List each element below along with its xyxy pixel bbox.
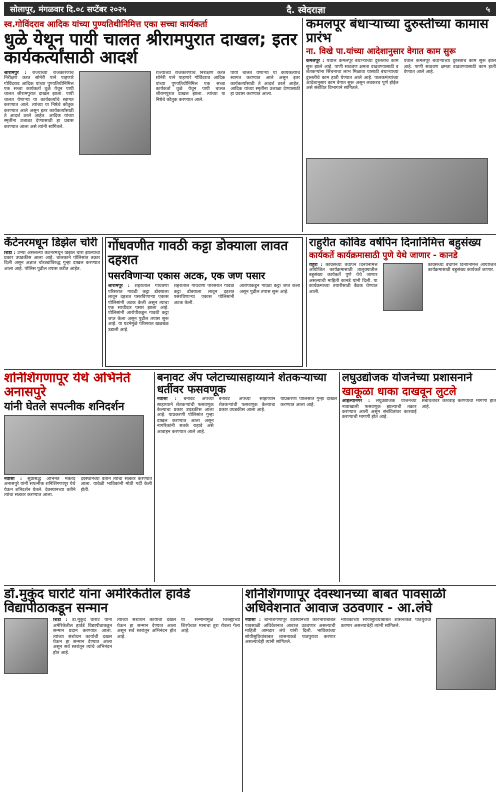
actor-darshan-photo bbox=[4, 415, 144, 475]
story-fake-app bbox=[157, 372, 337, 582]
column-divider bbox=[306, 237, 307, 367]
story-rahuri bbox=[309, 237, 496, 367]
story-column bbox=[53, 618, 112, 786]
story-shriramapur bbox=[4, 18, 300, 232]
story-body: लघुउद्योजक योजनेच्या नावाखाली फसवणूक झाल्याची तक्रार करण्यात आली असून संबंधितांवर कारवाई करण्याची मागणी होत आहे. bbox=[342, 399, 417, 421]
story-body: डॉ.मुकुंद घारोटे यांना अमेरिकेतील हार्वर्ड विद्यापीठाकडून सन्मान प्रदान करण्यात आला. त्यांच्या संशोधन कार्याची दखल घेऊन हा सन्मान देण्यात आला असून सर्व स्तरांतून त्यांचे अभिनंदन होत आहे. bbox=[53, 618, 112, 656]
section-divider bbox=[4, 369, 496, 370]
story-column: त्यांच्या संशोधन कार्याची दखल घेऊन हा सन्मान देण्यात आला असून सर्व स्तरांतून अभिनंदन होत आहे. bbox=[117, 618, 176, 640]
story-body: राज्याच्या राजकारणाचे निरीक्षण करत सोनेरी पाने पाहणारे गोविंदराव आदिक यांच्या पुण्यतिथीनिमित्त एक सच्चा कार्यकर्ता धुळे येथून पायी चालत श्रीरामपुरात दाखल झाला. पायी चालत येणाऱ्या या कार्यकर्त्याचे स्वागत करण्यात आले. त्यांच्या या निष्ठेचे कौतुक करण्यात आले असून इतर कार्यकर्त्यांसाठी ते आदर्श ठरले आहेत. आदिक यांच्या स्मृतींना उजाळा देण्यासाठी हा प्रवास करण्यात आला असे त्यांनी सांगितले. bbox=[4, 70, 74, 130]
story-dateline: नेवासा : bbox=[4, 476, 22, 482]
story-dateline: शिर्डी : bbox=[53, 618, 68, 624]
story-column: काँग्रेसच्या वर्धापन दिनानिमित्त आयोजित कार्यक्रमासाठी बहुसंख्य कार्यकर्ते जाणार. bbox=[427, 262, 496, 273]
story-headline: बनावट ॲप प्लेटाच्यासहाय्याने शेतकऱ्याच्या धर्तीवर फसवणूक bbox=[157, 372, 327, 396]
story-dateline: राहुरी : bbox=[309, 262, 323, 268]
column-divider bbox=[339, 372, 340, 582]
story-body: शहरातील गोंधवणी परिसरात गावठी कट्टा डोक्याला लावून दहशत पसरविणाऱ्या एकास पोलिसांनी अटक केली असून त्याचा एक साथीदार पसार झाला आहे. पोलिसांनी आरोपीकडून गावठी कट्टा जप्त केला असून पुढील तपास सुरू आहे. या घटनेमुळे परिसरात खळबळ उडाली आहे. bbox=[108, 284, 169, 333]
mla-portrait bbox=[436, 618, 496, 690]
story-column bbox=[157, 397, 214, 582]
story-column: राज्याच्या राजकारणाचे निरीक्षण करत सोनेरी पाने पाहणारे गोविंदराव आदिक यांच्या पुण्यतिथीनिमित्त एक सच्चा कार्यकर्ता धुळे येथून पायी चालत श्रीरामपुरात दाखल झाला. त्यांच्या या निष्ठेचे कौतुक करण्यात आले. bbox=[155, 70, 226, 103]
dam-repair-photo bbox=[306, 158, 488, 224]
column-divider bbox=[102, 237, 103, 367]
story-column: याप्रकरणी पोलिसांत गुन्हा दाखल करण्यात आला आहे. bbox=[280, 397, 337, 408]
story-kamalpur bbox=[306, 18, 496, 232]
story-dateline: नेवासा : bbox=[157, 397, 177, 403]
story-anaspure bbox=[4, 372, 152, 582]
story-column bbox=[309, 263, 378, 359]
story-body: येथील कमलपूर बंधाऱ्याच्या दुरुस्तीचे काम सुरू झाले आहे. पाणी साठवण क्षमता वाढवण्यासाठी व शेतकऱ्यांना सिंचनाचा लाभ मिळावा यासाठी बंधाऱ्याच्या दुरुस्तीचे काम हाती घेण्यात आले आहे. पालकमंत्र्यांच्या आदेशानुसार काम वेगात सुरू असून लवकरच पूर्ण होईल असे संबंधित विभागाने सांगितले. bbox=[306, 59, 399, 92]
column-divider bbox=[242, 588, 243, 792]
story-column: पायी चालत येणाऱ्या या कार्यकर्त्याचे स्वागत करण्यात आले असून इतर कार्यकर्त्यांसाठी ते आदर्श ठरले आहेत. आदिक यांच्या स्मृतींना उजाळा देण्यासाठी हा प्रवास करण्यात आला. bbox=[230, 70, 300, 98]
story-column: या सन्मानामुळे जिल्ह्याच्या शिरपेचात मानाचा तुरा रोवला गेला आहे. bbox=[181, 618, 240, 635]
story-headline: लघुउद्योजक योजनेच्या प्रशासनाने bbox=[342, 372, 473, 384]
story-dateline: श्रीरामपूर : bbox=[108, 284, 130, 290]
story-column bbox=[4, 477, 76, 582]
story-subheadline: पसरविणाऱ्या एकास अटक, एक जण पसार bbox=[108, 271, 266, 283]
column-divider bbox=[154, 372, 155, 582]
story-headline: शनिशिंगणापूर येथे अभिनेते अनासपुरे bbox=[4, 372, 131, 400]
story-dateline: नेवासा : bbox=[245, 618, 261, 624]
story-column bbox=[4, 251, 100, 361]
story-column: शहरातील गोंधवणी परिसरात गावठी कट्टा डोक्याला लावून दहशत पसरविणाऱ्या एकास पोलिसांनी अटक केली. bbox=[173, 284, 235, 306]
story-dateline: शिर्डी : bbox=[4, 250, 16, 256]
story-body: सुप्रसिद्ध अभिनेते मकरंद अनासपुरे यांनी सपत्नीक शनिशिंगणापूर येथे येऊन शनिदर्शन घेतले. देवस्थानच्या वतीने त्यांचा सत्कार करण्यात आला. bbox=[4, 476, 76, 499]
story-body: उभ्या असलेल्या कँटेनरमधून डिझेल चोरी झाल्याचा प्रकार उघडकीस आला आहे. चालकाने पोलिसांत तक्रार दिली असून अज्ञात चोरट्यांविरुद्ध गुन्हा दाखल करण्यात आला आहे. पोलिस पुढील तपास करीत आहेत. bbox=[4, 250, 100, 272]
story-subheadline: खाकूळा धाका दाखवून लुटले bbox=[342, 384, 457, 398]
story-gondhavani bbox=[105, 237, 303, 367]
dr-gharote-portrait bbox=[4, 618, 48, 674]
story-headline: शनिशिंगणापूर देवस्थानच्या बाबत पावसाळी अधिवेशनात आवाज उठवणार - आ.लंघे bbox=[245, 588, 446, 616]
story-diesel-theft bbox=[4, 237, 100, 367]
story-column: भाविकांच्या सोयीसुविधांबाबत शासनाकडे पाठपुरावा करणार असल्याचेही त्यांनी सांगितले. bbox=[340, 618, 431, 629]
story-column: बनावट ॲपच्या साहाय्याने शेतकऱ्यांची फसवणूक केल्याचा प्रकार उघडकीस आला आहे. bbox=[218, 397, 276, 413]
page-number: ५ bbox=[485, 4, 490, 14]
story-subheadline: कार्यकर्ते कार्यक्रमासाठी पुणे येथे जाणार - कानडे bbox=[309, 250, 458, 261]
story-headline: कँटेनरमधून डिझेल चोरी bbox=[4, 237, 98, 249]
kanade-portrait bbox=[383, 263, 423, 311]
story-small-business bbox=[342, 372, 496, 582]
story-body: बनावट ॲपच्या साहाय्याने शेतकऱ्यांची फसवणूक केल्याचा प्रकार उघडकीस आला आहे. याप्रकरणी पोलिसांत गुन्हा दाखल करण्यात आला असून नागरिकांनी सतर्क राहावे असे आवाहन करण्यात आले आहे. bbox=[157, 397, 214, 435]
story-column bbox=[108, 284, 169, 367]
masthead-title: दै. स्वेदराज्ञा bbox=[286, 5, 326, 16]
story-dateline: श्रीरामपुर : bbox=[4, 70, 27, 76]
story-body: काँग्रेसच्या वर्धापन दिनानिमित्त आयोजित कार्यक्रमासाठी तालुक्यातील बहुसंख्य कार्यकर्ते पुणे येथे जाणार असल्याची माहिती कानडे यांनी दिली. या कार्यक्रमाच्या तयारीसाठी बैठक घेण्यात आली. bbox=[309, 262, 378, 295]
story-headline: कमलपूर बंधाऱ्याच्या दुरुस्तीच्या कामास प्रारंभ bbox=[306, 18, 489, 46]
masthead bbox=[4, 2, 496, 16]
story-column: देवस्थानच्या वतीने त्यांचा सत्कार करण्यात आला. यावेळी भाविकांनी मोठी गर्दी केली होती. bbox=[80, 476, 152, 493]
section-divider bbox=[4, 585, 496, 586]
story-headline: धुळे येथून पायी चालत श्रीरामपुरात दाखल; इतर कार्यकर्त्यांसाठी आदर्श bbox=[4, 30, 298, 68]
story-column bbox=[4, 71, 74, 232]
story-headline: गोंधवणीत गावठी कट्टा डोक्याला लावत दहशत bbox=[108, 239, 288, 268]
story-subheadline: यांनी घेतले सपत्नीक शनिदर्शन bbox=[4, 400, 125, 414]
story-headline: राहुरीत कोविड वर्षपिन दिनानिमित्त बहुसंख्य bbox=[309, 237, 481, 249]
masthead-date: सोलापूर, मंगळवार दि.०८ सप्टेंबर २०२५ bbox=[10, 4, 127, 14]
story-subheadline: ना. विखे पा.यांच्या आदेशानुसार वेगात काम सुरू bbox=[306, 47, 456, 58]
story-body: शनिशिंगणापूर देवस्थानच्या कारभाराबाबत पावसाळी अधिवेशनात आवाज उठवणार असल्याची माहिती आमदार लंघे यांनी दिली. भाविकांच्या सोयीसुविधांबाबत शासनाकडे पाठपुरावा करणार असल्याचेही त्यांनी सांगितले. bbox=[245, 618, 336, 645]
story-column: आरोपीकडून गावठी कट्टा जप्त केला असून पुढील तपास सुरू आहे. bbox=[239, 284, 301, 295]
walking-activist-photo bbox=[79, 71, 151, 155]
story-headline: डॉ.मुकुंद घारोटे यांना अमेरिकेतील हार्वर्ड विद्यापीठाकडून सन्मान bbox=[4, 588, 191, 616]
story-column bbox=[342, 399, 417, 569]
story-dateline: कमलपूर : bbox=[306, 59, 325, 65]
section-divider bbox=[4, 234, 496, 235]
story-assembly bbox=[245, 588, 496, 792]
story-column bbox=[245, 618, 336, 786]
story-column: येथील कमलपूर बंधाऱ्याच्या दुरुस्तीचे काम सुरू झाले आहे. पाणी साठवण क्षमता वाढवण्यासाठी काम हाती घेण्यात आले आहे. bbox=[403, 59, 496, 76]
story-dateline: अहिल्यानगर : bbox=[342, 399, 370, 405]
story-harvard bbox=[4, 588, 240, 792]
story-column: संबंधितांवर कारवाई करण्याची मागणी होत आहे. bbox=[421, 399, 496, 410]
story-column bbox=[306, 59, 399, 155]
column-divider bbox=[302, 18, 303, 232]
story-kicker: स्व.गोविंदराव आदिक यांच्या पुण्यतिथीनिमित्त एका सच्चा कार्यकर्ता bbox=[4, 20, 208, 30]
